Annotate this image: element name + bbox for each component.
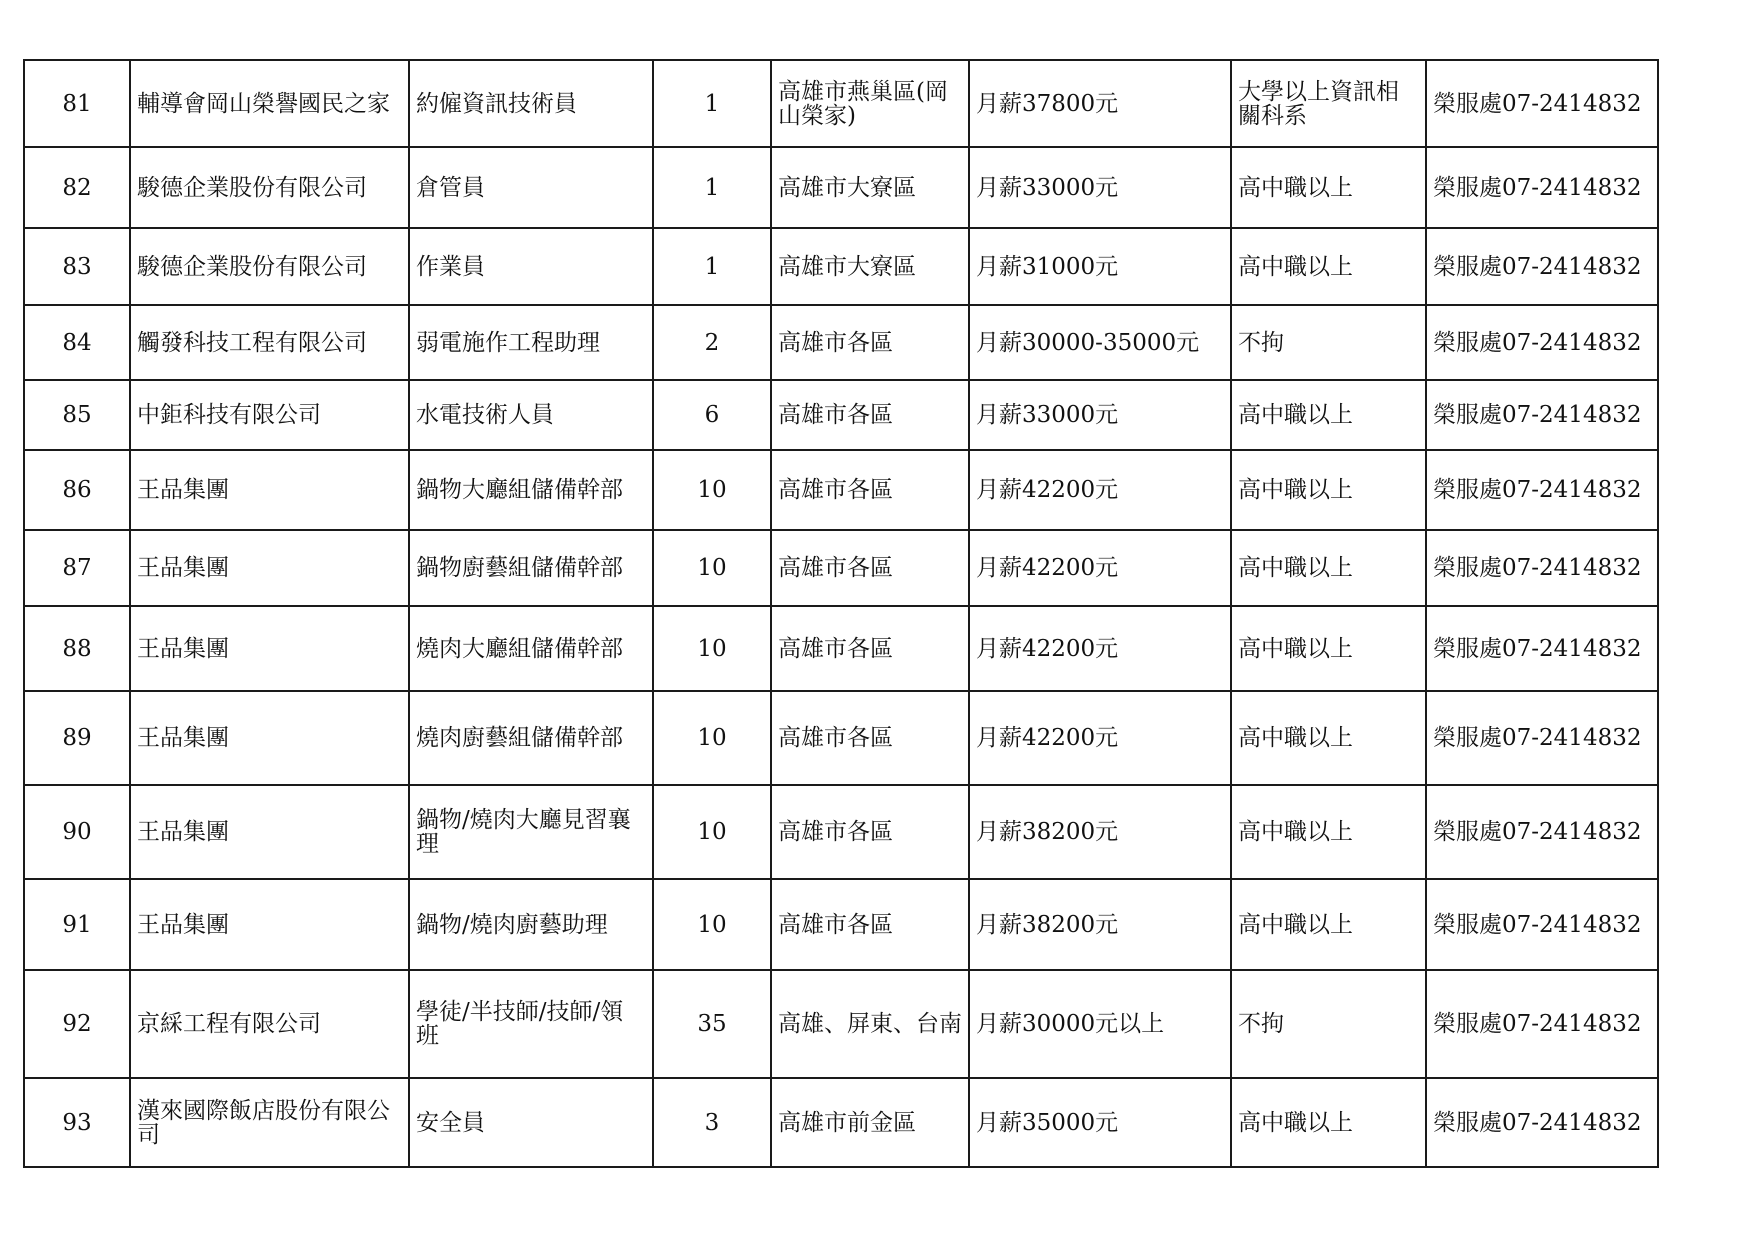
table-row [24,606,1658,691]
job-title: 鍋物廚藝組儲備幹部 [409,530,653,606]
table-row [24,380,1658,450]
employer-name: 京綵工程有限公司 [130,970,409,1078]
work-location: 高雄市大寮區 [771,228,969,305]
salary: 月薪30000-35000元 [969,305,1231,380]
contact: 榮服處07-2414832 [1426,606,1658,691]
opening-count: 35 [653,970,771,1078]
table-row [24,1078,1658,1167]
row-number: 86 [24,450,130,530]
row-number: 87 [24,530,130,606]
table-row [24,450,1658,530]
employer-name: 駿德企業股份有限公司 [130,228,409,305]
requirement: 高中職以上 [1231,606,1426,691]
row-number: 88 [24,606,130,691]
requirement: 高中職以上 [1231,147,1426,228]
work-location: 高雄市各區 [771,879,969,970]
job-title: 鍋物/燒肉大廳見習襄理 [409,785,653,879]
opening-count: 10 [653,606,771,691]
employer-name: 駿德企業股份有限公司 [130,147,409,228]
row-number: 89 [24,691,130,785]
salary: 月薪42200元 [969,530,1231,606]
opening-count: 10 [653,691,771,785]
work-location: 高雄市各區 [771,785,969,879]
row-number: 93 [24,1078,130,1167]
contact: 榮服處07-2414832 [1426,305,1658,380]
table-row [24,785,1658,879]
opening-count: 1 [653,60,771,147]
job-listing-table [23,59,1659,1168]
salary: 月薪38200元 [969,785,1231,879]
row-number: 92 [24,970,130,1078]
contact: 榮服處07-2414832 [1426,380,1658,450]
job-title: 燒肉廚藝組儲備幹部 [409,691,653,785]
job-title: 約僱資訊技術員 [409,60,653,147]
job-title: 作業員 [409,228,653,305]
row-number: 84 [24,305,130,380]
table-row [24,879,1658,970]
work-location: 高雄市各區 [771,691,969,785]
opening-count: 10 [653,530,771,606]
contact: 榮服處07-2414832 [1426,970,1658,1078]
employer-name: 王品集團 [130,606,409,691]
salary: 月薪42200元 [969,450,1231,530]
work-location: 高雄市各區 [771,606,969,691]
table-row [24,691,1658,785]
contact: 榮服處07-2414832 [1426,1078,1658,1167]
salary: 月薪30000元以上 [969,970,1231,1078]
requirement: 高中職以上 [1231,1078,1426,1167]
contact: 榮服處07-2414832 [1426,450,1658,530]
job-title: 學徒/半技師/技師/領班 [409,970,653,1078]
job-title: 鍋物大廳組儲備幹部 [409,450,653,530]
contact: 榮服處07-2414832 [1426,60,1658,147]
salary: 月薪42200元 [969,606,1231,691]
job-listing-body [24,60,1658,1167]
requirement: 高中職以上 [1231,691,1426,785]
work-location: 高雄市前金區 [771,1078,969,1167]
row-number: 91 [24,879,130,970]
table-row [24,530,1658,606]
employer-name: 王品集團 [130,691,409,785]
requirement: 高中職以上 [1231,530,1426,606]
job-title: 安全員 [409,1078,653,1167]
table-row [24,147,1658,228]
job-title: 水電技術人員 [409,380,653,450]
work-location: 高雄市燕巢區(岡山榮家) [771,60,969,147]
requirement: 不拘 [1231,970,1426,1078]
opening-count: 1 [653,228,771,305]
employer-name: 王品集團 [130,785,409,879]
opening-count: 10 [653,879,771,970]
requirement: 高中職以上 [1231,450,1426,530]
salary: 月薪37800元 [969,60,1231,147]
salary: 月薪33000元 [969,380,1231,450]
opening-count: 2 [653,305,771,380]
employer-name: 觸發科技工程有限公司 [130,305,409,380]
requirement: 高中職以上 [1231,785,1426,879]
work-location: 高雄、屏東、台南 [771,970,969,1078]
contact: 榮服處07-2414832 [1426,228,1658,305]
work-location: 高雄市各區 [771,305,969,380]
row-number: 82 [24,147,130,228]
employer-name: 王品集團 [130,879,409,970]
requirement: 高中職以上 [1231,879,1426,970]
table-row [24,60,1658,147]
opening-count: 10 [653,450,771,530]
salary: 月薪42200元 [969,691,1231,785]
salary: 月薪33000元 [969,147,1231,228]
contact: 榮服處07-2414832 [1426,530,1658,606]
requirement: 高中職以上 [1231,228,1426,305]
table-row [24,970,1658,1078]
job-title: 倉管員 [409,147,653,228]
contact: 榮服處07-2414832 [1426,691,1658,785]
opening-count: 3 [653,1078,771,1167]
opening-count: 1 [653,147,771,228]
row-number: 90 [24,785,130,879]
work-location: 高雄市各區 [771,380,969,450]
opening-count: 10 [653,785,771,879]
table-row [24,228,1658,305]
row-number: 81 [24,60,130,147]
work-location: 高雄市各區 [771,530,969,606]
row-number: 85 [24,380,130,450]
employer-name: 中鉅科技有限公司 [130,380,409,450]
contact: 榮服處07-2414832 [1426,879,1658,970]
work-location: 高雄市各區 [771,450,969,530]
salary: 月薪38200元 [969,879,1231,970]
opening-count: 6 [653,380,771,450]
table-row [24,305,1658,380]
salary: 月薪35000元 [969,1078,1231,1167]
job-title: 燒肉大廳組儲備幹部 [409,606,653,691]
requirement: 大學以上資訊相關科系 [1231,60,1426,147]
requirement: 高中職以上 [1231,380,1426,450]
requirement: 不拘 [1231,305,1426,380]
contact: 榮服處07-2414832 [1426,785,1658,879]
contact: 榮服處07-2414832 [1426,147,1658,228]
employer-name: 王品集團 [130,530,409,606]
employer-name: 王品集團 [130,450,409,530]
employer-name: 輔導會岡山榮譽國民之家 [130,60,409,147]
job-listing-sheet [23,59,1659,1168]
salary: 月薪31000元 [969,228,1231,305]
row-number: 83 [24,228,130,305]
job-title: 鍋物/燒肉廚藝助理 [409,879,653,970]
job-title: 弱電施作工程助理 [409,305,653,380]
work-location: 高雄市大寮區 [771,147,969,228]
employer-name: 漢來國際飯店股份有限公司 [130,1078,409,1167]
